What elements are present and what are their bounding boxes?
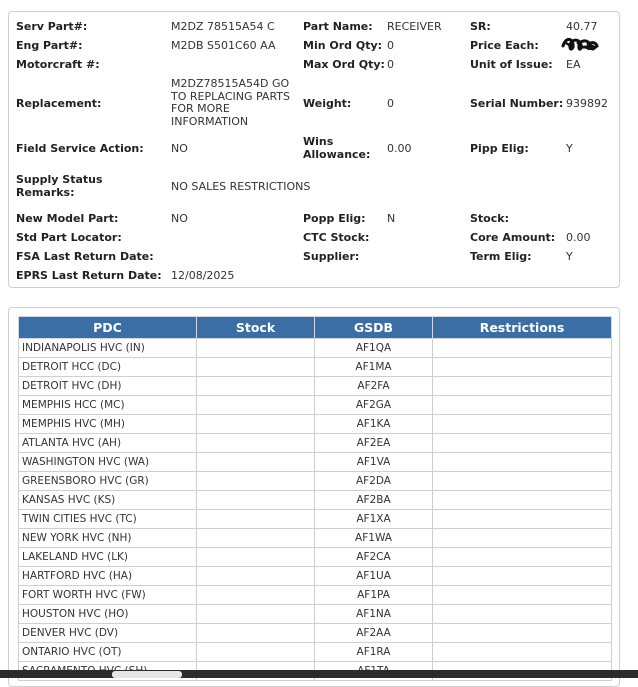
table-row: [19, 586, 612, 605]
std-part-locator-label: Std Part Locator:: [16, 231, 122, 244]
stock-cell: [197, 548, 315, 567]
new-model-value: NO: [171, 212, 188, 225]
pdc-cell: DETROIT HVC (DH): [19, 377, 197, 396]
scrollbar-thumb[interactable]: [112, 671, 182, 678]
header-restrictions[interactable]: Restrictions: [433, 317, 612, 339]
pdc-cell: HARTFORD HVC (HA): [19, 567, 197, 586]
pdc-cell: TWIN CITIES HVC (TC): [19, 510, 197, 529]
weight-value: 0: [387, 97, 394, 110]
pdc-cell: INDIANAPOLIS HVC (IN): [19, 339, 197, 358]
stock-cell: [197, 510, 315, 529]
table-row: [19, 453, 612, 472]
restrictions-cell: [433, 643, 612, 662]
table-row: [19, 434, 612, 453]
eprs-return-label: EPRS Last Return Date:: [16, 269, 162, 282]
gsdb-cell: AF2BA: [315, 491, 433, 510]
pdc-cell: NEW YORK HVC (NH): [19, 529, 197, 548]
max-ord-value: 0: [387, 58, 394, 71]
field-service-label: Field Service Action:: [16, 142, 144, 155]
restrictions-cell: [433, 358, 612, 377]
restrictions-cell: [433, 434, 612, 453]
part-name-label: Part Name:: [303, 20, 373, 33]
table-row: [19, 377, 612, 396]
core-label: Core Amount:: [470, 231, 556, 244]
restrictions-cell: [433, 548, 612, 567]
stock-cell: [197, 339, 315, 358]
stock-cell: [197, 605, 315, 624]
serial-label: Serial Number:: [470, 97, 564, 110]
term-label: Term Elig:: [470, 250, 532, 263]
pipp-label: Pipp Elig:: [470, 142, 529, 155]
weight-label: Weight:: [303, 97, 352, 110]
pdc-cell: KANSAS HVC (KS): [19, 491, 197, 510]
restrictions-cell: [433, 415, 612, 434]
stock-label: Stock:: [470, 212, 509, 225]
pdc-cell: DETROIT HCC (DC): [19, 358, 197, 377]
pdc-cell: MEMPHIS HCC (MC): [19, 396, 197, 415]
gsdb-cell: AF2CA: [315, 548, 433, 567]
pdc-cell: FORT WORTH HVC (FW): [19, 586, 197, 605]
gsdb-cell: AF2FA: [315, 377, 433, 396]
gsdb-cell: AF2EA: [315, 434, 433, 453]
pdc-cell: DENVER HVC (DV): [19, 624, 197, 643]
pdc-cell: ONTARIO HVC (OT): [19, 643, 197, 662]
stock-cell: [197, 434, 315, 453]
term-value: Y: [566, 250, 573, 263]
table-row: [19, 472, 612, 491]
sr-value: 40.77: [566, 20, 598, 33]
min-ord-value: 0: [387, 39, 394, 52]
header-pdc[interactable]: PDC: [19, 317, 197, 339]
supply-status-value: NO SALES RESTRICTIONS: [171, 180, 311, 193]
supply-status-label: Supply Status Remarks:: [16, 173, 103, 199]
gsdb-cell: AF1MA: [315, 358, 433, 377]
pdc-cell: HOUSTON HVC (HO): [19, 605, 197, 624]
gsdb-cell: AF1KA: [315, 415, 433, 434]
ctc-label: CTC Stock:: [303, 231, 370, 244]
unit-value: EA: [566, 58, 581, 71]
table-row: [19, 548, 612, 567]
sr-label: SR:: [470, 20, 491, 33]
stock-cell: [197, 472, 315, 491]
pdc-cell: ATLANTA HVC (AH): [19, 434, 197, 453]
stock-cell: [197, 567, 315, 586]
eng-part-value: M2DB S501C60 AA: [171, 39, 276, 52]
gsdb-cell: AF1PA: [315, 586, 433, 605]
motorcraft-label: Motorcraft #:: [16, 58, 100, 71]
unit-label: Unit of Issue:: [470, 58, 553, 71]
table-row: [19, 643, 612, 662]
restrictions-cell: [433, 624, 612, 643]
table-row: [19, 339, 612, 358]
min-ord-label: Min Ord Qty:: [303, 39, 383, 52]
popp-label: Popp Elig:: [303, 212, 366, 225]
stock-cell: [197, 624, 315, 643]
replacement-label: Replacement:: [16, 97, 102, 110]
restrictions-cell: [433, 605, 612, 624]
part-name-value: RECEIVER: [387, 20, 442, 33]
popp-value: N: [387, 212, 396, 225]
header-gsdb[interactable]: GSDB: [315, 317, 433, 339]
table-row: [19, 491, 612, 510]
pdc-cell: MEMPHIS HVC (MH): [19, 415, 197, 434]
stock-cell: [197, 377, 315, 396]
redacted-scribble-icon: [560, 34, 600, 54]
core-value: 0.00: [566, 231, 591, 244]
replacement-value: M2DZ78515A54D GO TO REPLACING PARTS FOR MORE INFORMATION: [171, 77, 290, 128]
gsdb-cell: AF2AA: [315, 624, 433, 643]
max-ord-label: Max Ord Qty:: [303, 58, 385, 71]
table-row: [19, 358, 612, 377]
new-model-label: New Model Part:: [16, 212, 119, 225]
eprs-return-value: 12/08/2025: [171, 269, 235, 282]
stock-cell: [197, 529, 315, 548]
serv-part-label: Serv Part#:: [16, 20, 88, 33]
table-row: [19, 605, 612, 624]
gsdb-cell: AF1XA: [315, 510, 433, 529]
gsdb-cell: AF1WA: [315, 529, 433, 548]
fsa-return-label: FSA Last Return Date:: [16, 250, 154, 263]
gsdb-cell: AF1VA: [315, 453, 433, 472]
restrictions-cell: [433, 339, 612, 358]
pdc-cell: WASHINGTON HVC (WA): [19, 453, 197, 472]
gsdb-cell: AF1NA: [315, 605, 433, 624]
gsdb-cell: AF1QA: [315, 339, 433, 358]
field-service-value: NO: [171, 142, 188, 155]
table-row: [19, 396, 612, 415]
supplier-label: Supplier:: [303, 250, 360, 263]
stock-cell: [197, 491, 315, 510]
restrictions-cell: [433, 529, 612, 548]
pdc-cell: GREENSBORO HVC (GR): [19, 472, 197, 491]
table-row: [19, 510, 612, 529]
stock-cell: [197, 415, 315, 434]
restrictions-cell: [433, 453, 612, 472]
table-row: [19, 529, 612, 548]
stock-cell: [197, 643, 315, 662]
pdc-table-header: [19, 317, 612, 339]
table-row: [19, 415, 612, 434]
gsdb-cell: AF1UA: [315, 567, 433, 586]
price-each-label: Price Each:: [470, 39, 539, 52]
serv-part-value: M2DZ 78515A54 C: [171, 20, 275, 33]
horizontal-scrollbar[interactable]: [0, 670, 638, 678]
restrictions-cell: [433, 510, 612, 529]
pdc-cell: LAKELAND HVC (LK): [19, 548, 197, 567]
stock-cell: [197, 396, 315, 415]
stock-cell: [197, 453, 315, 472]
header-stock[interactable]: Stock: [197, 317, 315, 339]
table-row: [19, 624, 612, 643]
restrictions-cell: [433, 377, 612, 396]
gsdb-cell: AF1RA: [315, 643, 433, 662]
restrictions-cell: [433, 491, 612, 510]
gsdb-cell: AF2GA: [315, 396, 433, 415]
serial-value: 939892: [566, 97, 608, 110]
restrictions-cell: [433, 567, 612, 586]
wins-label: Wins Allowance:: [303, 135, 371, 161]
pipp-value: Y: [566, 142, 573, 155]
restrictions-cell: [433, 586, 612, 605]
gsdb-cell: AF2DA: [315, 472, 433, 491]
restrictions-cell: [433, 396, 612, 415]
eng-part-label: Eng Part#:: [16, 39, 83, 52]
stock-cell: [197, 586, 315, 605]
stock-cell: [197, 358, 315, 377]
table-row: [19, 567, 612, 586]
restrictions-cell: [433, 472, 612, 491]
pdc-table: [18, 316, 612, 681]
wins-value: 0.00: [387, 142, 412, 155]
